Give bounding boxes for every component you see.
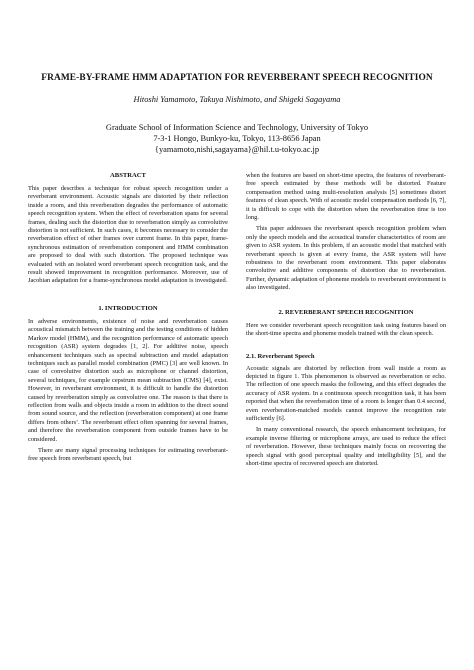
affiliation-email: {yamamoto,nishi,sagayama}@hil.t.u-tokyo.ac.jp <box>154 145 320 154</box>
abstract-heading: ABSTRACT <box>110 172 146 179</box>
continued-paragraph: This paper addresses the reverberant speech recognition problem when only the speech models and the acoustical transfer characteristics of room are given to ASR system. In this problem, if an acoustic model that matched with reverberant speech is given at every frame, the ASR system will have robustness to the reverberant room environment. This paper elaborates convolutive and additive components of distortion due to reverberation. Further, dynamic adaptation of phoneme models to reverberant environment is also investigated. <box>246 225 446 292</box>
abstract-text: This paper describes a technique for robust speech recognition under a reverberant environment. Acoustic signals are distorted by their reflection inside a room, and this reverberation degrades the performance of automatic speech recognition system. When the effect of reverberation spans for several frames, dealing such the distortion due to reverberation simply as convolutive distortion is not sufficient. In such cases, it becomes necessary to consider the reverberation effect of other frames over current frame. In this paper, frame-synchronous estimation of reverberation component and HMM combination are proposed to deal with such distortion. The proposed technique was evaluated with an isolated word reverberant speech recognition task, and the result showed improvement in recognition performance. Moreover, use of Jacobian adaptation for a frame-synchronous model adaptation is investigated. <box>28 185 228 285</box>
section-2-1-heading: 2.1. Reverberant Speech <box>246 352 315 360</box>
right-column <box>246 172 446 468</box>
left-column <box>28 172 228 464</box>
introduction-heading: 1. INTRODUCTION <box>98 304 158 312</box>
section-2-heading: 2. REVERBERANT SPEECH RECOGNITION <box>278 308 414 316</box>
section-2-1-paragraph: In many conventional research, the speech enhancement techniques, for example inverse filtering or microphone arrays, are used to reduce the effect of reverberation. However, these techniques mainly focus on recovering the speech signal with good perceptual quality and intelligibility [5], and the short-time spectra of recovered speech are distorted. <box>246 426 446 467</box>
affiliation-line: Graduate School of Information Science and Technology, University of Tokyo <box>105 123 369 132</box>
affiliation-block <box>20 122 454 155</box>
introduction-paragraph: There are many signal processing techniques for estimating reverberant-free speech from reverberant speech, but <box>28 446 228 463</box>
paper-authors: Hitoshi Yamamoto, Takuya Nishimoto, and Shigeki Sagayama <box>133 95 341 104</box>
continued-paragraph: when the features are based on short-time spectra, the features of reverberant-free speech estimated by these methods will be distorted. Feature compensation method using multi-resolution analysis [5] sometimes distort features of clean speech. With of acoustic model compensation methods [6, 7], it is difficult to cope with the distortion when the reverberation time is too long. <box>246 172 446 222</box>
introduction-paragraph: In adverse environments, existence of noise and reverberation causes acoustical mismatch between the training and the testing conditions of hidden Markov model (HMM), and the recognition performance of automatic speech recognition (ASR) system degrades [1, 2]. For additive noise, speech enhancement techniques such as spectral subtraction and model adaptation techniques such as parallel model combination (PMC) [3] are well known. In case of convolutive distortion such as microphone or channel distortion, several techniques, for example cepstrum mean subtraction (CMS) [4], exist. However, in reverberant environment, it is difficult to handle the distortion caused by reverberation simply as convolutive one. The reason is that there is reflection from walls and objects inside a room in addition to the direct sound from sound source, and the reflection (reverberation component) at one frame differs from others’. The reverberant effect often spanning for several frames, and therefore the reverberation component from outside frames have to be considered. <box>28 317 228 443</box>
section-2-1-paragraph: Acoustic signals are distorted by reflection from wall inside a room as depicted in figure 1. This phenomenon is observed as reverberation or echo. The reflection of one speech masks the following, and this effect degrades the accuracy of ASR system. In a continuous speech recognition task, it has been reported that when the reverberation time of a room is longer than 0.4 second, even reverberation-matched models cannot improve the recognition rate sufficiently [6]. <box>246 364 446 422</box>
paper-title: FRAME-BY-FRAME HMM ADAPTATION FOR REVERBERANT SPEECH RECOGNITION <box>41 73 433 83</box>
affiliation-address: 7-3-1 Hongo, Bunkyo-ku, Tokyo, 113-8656 Japan <box>153 134 321 143</box>
section-2-paragraph: Here we consider reverberant speech recognition task using features based on the short-time spectra and phoneme models trained with the clean speech. <box>246 321 446 338</box>
